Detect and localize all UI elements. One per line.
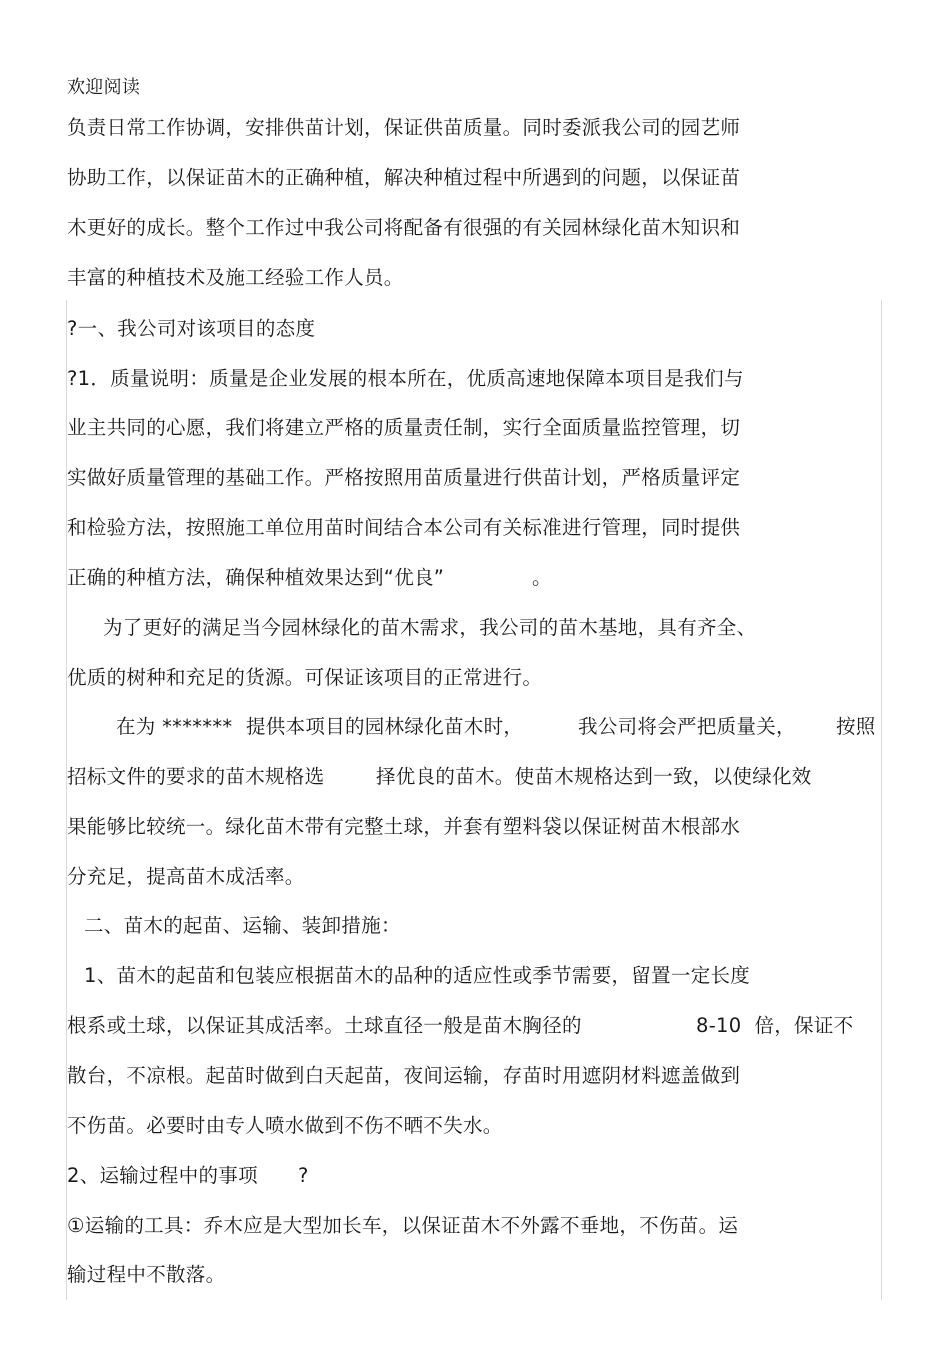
paragraph-line-fragment: 在为 *******	[116, 715, 233, 738]
paragraph-line: 业主共同的心愿，我们将建立严格的质量责任制，实行全面质量监控管理，切	[67, 416, 741, 439]
paragraph-line: ?1．质量说明：质量是企业发展的根本所在，优质高速地保障本项目是我们与	[67, 367, 744, 390]
paragraph-line-fragment: 招标文件的要求的苗木规格选	[67, 765, 325, 788]
paragraph-line: 不伤苗。必要时由专人喷水做到不伤不晒不失水。	[67, 1114, 503, 1137]
paragraph-line: 果能够比较统一。绿化苗木带有完整土球，并套有塑料袋以保证树苗木根部水	[67, 815, 741, 838]
paragraph-line-period: 。	[532, 566, 552, 589]
paragraph-line: 正确的种植方法，确保种植效果达到“优良”	[67, 566, 445, 589]
paragraph-line: 协助工作，以保证苗木的正确种植，解决种植过程中所遇到的问题，以保证苗	[67, 166, 741, 189]
paragraph-line-fragment: 8-10 倍，保证不	[696, 1014, 854, 1037]
subsection-heading: 2、运输过程中的事项	[67, 1164, 258, 1187]
paragraph-line: 和检验方法，按照施工单位用苗时间结合本公司有关标准进行管理，同时提供	[67, 516, 741, 539]
section-heading: 二、苗木的起苗、运输、装卸措施：	[84, 914, 401, 937]
page-frame	[66, 300, 882, 1300]
paragraph-line: 丰富的种植技术及施工经验工作人员。	[67, 266, 404, 289]
paragraph-line-fragment: 提供本项目的园林绿化苗木时，	[246, 715, 524, 738]
paragraph-line: 为了更好的满足当今园林绿化的苗木需求，我公司的苗木基地，具有齐全、	[103, 616, 757, 639]
paragraph-line: 输过程中不散落。	[67, 1263, 226, 1286]
paragraph-line: 1、苗木的起苗和包装应根据苗木的品种的适应性或季节需要，留置一定长度	[84, 964, 751, 987]
paragraph-line-fragment: 根系或土球，以保证其成活率。土球直径一般是苗木胸径的	[67, 1014, 582, 1037]
paragraph-line: 实做好质量管理的基础工作。严格按照用苗质量进行供苗计划，严格质量评定	[67, 466, 741, 489]
paragraph-line: 分充足，提高苗木成活率。	[67, 865, 305, 888]
paragraph-line: 木更好的成长。整个工作过中我公司将配备有很强的有关园林绿化苗木知识和	[67, 216, 741, 239]
section-heading: ?一、我公司对该项目的态度	[67, 317, 316, 340]
paragraph-line-fragment: 择优良的苗木。使苗木规格达到一致，以使绿化效	[376, 765, 812, 788]
paragraph-line: 负责日常工作协调，安排供苗计划，保证供苗质量。同时委派我公司的园艺师	[67, 116, 741, 139]
paragraph-line: ①运输的工具：乔木应是大型加长车，以保证苗木不外露不垂地，不伤苗。运	[67, 1214, 739, 1237]
paragraph-line: 优质的树种和充足的货源。可保证该项目的正常进行。	[67, 666, 543, 689]
paragraph-line-fragment: 我公司将会严把质量关，	[578, 715, 796, 738]
page-header: 欢迎阅读	[67, 77, 141, 98]
paragraph-line: 散台，不凉根。起苗时做到白天起苗，夜间运输，存苗时用遮阴材料遮盖做到	[67, 1064, 741, 1087]
paragraph-line-fragment: 按照	[836, 715, 876, 738]
subsection-heading-mark: ?	[298, 1164, 309, 1187]
